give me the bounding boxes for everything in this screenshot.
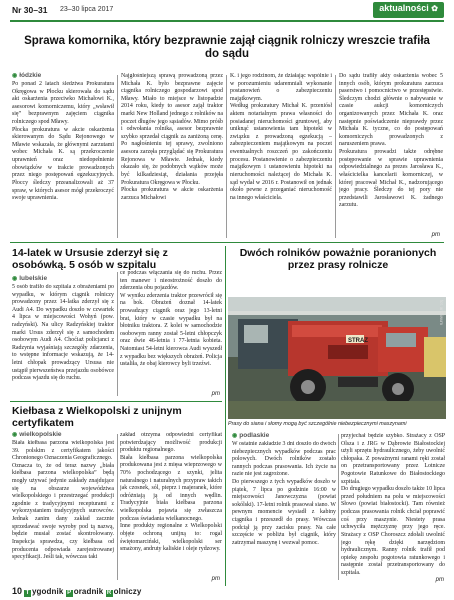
article3-col1: W ostatnie zakładzie 3 dni doszło do dwóch niebezpiecznych wypadków podczas prac polowych. Dwóch rolników zostało rannych podczas prasowania. Ich życie na razie nie jest zagrożone. Do pierwszego z tych wypadków doszło w piątek, 7 lipca po godzinie 16:00 w miejscowości Janowczyzna (powiat sokólski). 17-letni rolnik prasował siano. W pewnym momencie wysiadł z kabiny ciągnika i przeszedł do prasy. Wówczas podciął ją przy zacisku prasy. Na całe szczęście w pobliżu był ciągnik, który zatrzymał maszynę i wezwał pomoc. bbox=[232, 441, 336, 546]
article1-location: ◉ łódzkie bbox=[12, 72, 41, 79]
article2-col1: 5 osób trafiło do szpitala z obrażeniami po wypadku, w którym ciągnik rolniczy prowadzony przez 14-latka zderzył się z Audi A4. Do wypadku doszło w czwartek 4 lipca w miejscowości Wohyń (pow. radzyński). Na ulicy Radzyńskiej traktor marki Ursus zderzył się z samochodem osobowym Audi A4. Choćiaż policjanci z Radzynia wyjaśniają szczegóły zdarzenia, to wstępne informacje wskazują, że 14-letni chłopak prowadzący Ursusa nie ustąpił pierwszeństwa przejazdu osobówce podczas wjazdu się do ruchu. bbox=[12, 284, 114, 382]
section-divider bbox=[10, 242, 444, 243]
col-divider bbox=[117, 75, 118, 238]
photo-caption: Prasy do siana i słomy mogą być szczególnie niebezpiecznymi maszynami bbox=[228, 421, 407, 427]
col-divider bbox=[117, 272, 118, 396]
col-divider bbox=[117, 434, 118, 580]
section-label: aktualności bbox=[379, 3, 429, 13]
article1-col2: Najgłośniejszą sprawą prowadzoną przez Michała K. było bezprawne zajęcie ciągnika rolniczego gospodarzowi spod Mławy. Miało to miejsce w listopadzie 2014 roku, kiedy to asesor zajął traktor marki New Holland jednego z rolników na poczet długów jego sąsiadów. Mimo próśb i odwołania rolnika, asesor bezprawnie szybko sprzedał ciągnik za zaniżoną cenę. Po nagłośnieniu tej sprawy, zwolniono asesora zarzęła przyglądać się Prokuratura Rejonowa w Mławie. Jednak, kiedy okazało się, że podobnych wątków może być kilkadziesiąt, działania przejęła Prokuratura Okręgowa w Płocku. Płocka prokuratura w akcie oskarżenia zarzuca Michałowi bbox=[121, 73, 223, 201]
article4-col2: zakład otrzyma odpowiedni certyfikat potwierdzający możliwość produkcji produktu regionalnego. Biała kiełbasa parzona wielkopolska produkowana jest z mięsa wieprzowego w 70% pochodzącego z szynki, jelita naturalnego i naturalnych przypraw takich jak czosnek, sól, pieprz i majeranek, które odróżniają ją od innych wędlin. Tradycyjnie biała kiełbasa parzona wielkopolska pojawia się zwłaszcza podczas świadania wielkanocnego. Inne produkty regionalne z Wielkopolski objęte ochroną unijną to: rogal świętomarciński, wielkopolski ser smażony, andruty kaliskie i oleje rydzowy. bbox=[120, 432, 222, 553]
svg-text:STRAZ: STRAZ bbox=[348, 338, 368, 344]
article2-location: ◉ lubelskie bbox=[12, 275, 47, 282]
brand-square: T bbox=[25, 590, 30, 596]
brand-square: P bbox=[67, 590, 72, 596]
article4-title: Kiełbasa z Wielkopolski z unijnym certyfikatem bbox=[12, 405, 182, 430]
press-machine-photo bbox=[228, 297, 446, 419]
article4-signature: pm bbox=[211, 576, 220, 582]
tractor-baler-image bbox=[228, 297, 446, 419]
brand-word: olniczy bbox=[113, 587, 142, 596]
article2-col2: ce podczas włączania się do ruchu. Przez ten manewr i nieostrożność doszło do zderzenia obu pojazdów. W wyniku zderzenia traktor przewrócił się na bok. Obrażeń doznał 14-latek prowadzący ciągnik oraz jego 13-letni brat, który w czasie wypadku był na błotniku traktora. Z kolei w samochodzie osobowym ranny został 5-letni chłopczyk oraz dwie 46-letnia i 77-letnia kobieta. Natomiast 54-letni kierowca Audi wyszedł z wypadku bez większych obrażeń. Policja ustaliła, że obaj kierowcy byli trzeźwi. bbox=[120, 270, 222, 368]
article3-title: Dwóch rolników poważnie poranionych przez prasy rolnicze bbox=[239, 247, 437, 272]
brand-word: ygodnik bbox=[32, 587, 64, 596]
article1-col4: Do sądu trafiły akty oskarżenia wobec 5 innych osób, którym prokuratura zarzuca paserstwo i pomocnictwo w przestępstwie. Śledczym chodzi głównie o nabywanie w czasie aukcji komorniczych organizowanych przez Michała K. oraz następnie poświadczenie nieprawdy przez Michała K. tyczne, co do postępowań komorniczych prowadzonych z naruszeniem prawa. Prokuratura prowadzi także odrębne postępowanie w sprawie uprawnienia odpowiedzialnego za prezes Jarosława K., właścicielka kancelarii komorniczej, w której pracował Michał K., nadzorującego jego pracy. Śledczy do tej pory nie przedstawili Jarosławowi K. żadnego zarzutu. bbox=[339, 73, 443, 209]
publication-brand bbox=[24, 587, 141, 597]
col-divider bbox=[335, 75, 336, 238]
article1-col3: K. i jego rodzinom, że działając wspólnie i w porozumieniu udaremniali wykonanie postanowień o zabezpieczeniu majątkowym. Według prokuratury Michał K. przeniósł aktem notarialnym prawa własności do posiadanej nieruchomości gruntowej, aby uniknąć ustanowienia tam hipoteki w związku z prowadzoną egzekucją – zabezpieczeniem majątkowym na poczet ewentualnych roszczeń po zakończeniu procesu. Postanowienie o zabezpieczeniu majątkowym i ustanowieniu hipoteki na nieruchomości należącej do Michała K. sąd wydał w 2016 r. Postanowił on jednak około pewne z przeganiać nieruchomość na innego właściciela. bbox=[230, 73, 332, 201]
article3-location: ◉ podlaskie bbox=[232, 432, 269, 439]
col-divider bbox=[338, 434, 339, 580]
article4-col1: Biała kiełbasa parzona wielkopolska jest 39. polskim z certyfikatem jakości Chronionego Oznaczenia Geograficznego. Oznacza to, że od teraz nazwy „biała kiełbasa parzona wielkopolska” będą mogły używać jedynie zakłady znajdujące się na obszarze województwa wielkopolskiego i przestrzegać produkcji zgodnie z tradycyjnymi recepturami z wykorzystaniem tradycyjnych surowców. Jednak zanim dany zakład zacznie sprzedawać swoje wyroby pod tą nazwą, będzie musiał zostać skontrolowany. Inspekcja sprawdza, czy kiełbasa od producenta odpowiada zarejestrowanej specyfikacji. Jeśli tak, wówczas taki bbox=[12, 440, 114, 561]
article1-signature: pm bbox=[431, 232, 440, 238]
col-divider bbox=[226, 75, 227, 238]
article1-col1: Po ponad 2 latach śledztwa Prokuratura Okręgowa w Płocku skierowała do sądu akt oskarżenia przeciwko Michałowi K., asesorowi komorniczemu, który „wsławił się” bezprawnym zajęciem ciągnika rolniczego spod Mławy. Płocka prokuratura w akcie oskarżenia skierowanym do Sądu Rejonowego w Mławie wskazała, że głównymi zarzutami wobec Michała K. są przekroczenie uprawnień oraz niedopełnienie obowiązków w trakcie prowadzonych przez niego postępowań egzekucyjnych. Płoccy śledczy przeanalizowali aż 37 spraw, w których asesor mógł przekroczyć swoje uprawnienia. bbox=[12, 81, 114, 202]
section-divider-vertical bbox=[225, 246, 226, 586]
issue-date: 23–30 lipca 2017 bbox=[60, 6, 114, 13]
photo-credit: fot. archiwum bbox=[439, 300, 444, 325]
page-number: 10 bbox=[12, 586, 23, 596]
header-rule bbox=[10, 20, 444, 22]
leaf-icon: ✿ bbox=[431, 4, 438, 13]
article4-location: ◉ wielkopolskie bbox=[12, 431, 62, 438]
article3-col2: przyjechał będzie szybko. Strażacy z OSP Olsza i z JRG w Dąbrowie Białostockiej użyli sprzętu hydraulicznego, żeby uwolnić chłopaka. Z poważnymi ranami ręki został on przetransportowany przez Lotnicze Pogotowie Ratunkowe do Białostockiego szpitala. Do drugiego wypadku doszło także 10 lipca przed południem na polu w miejscowości Słowo (powiat białostocki). Tam również podczas prasowania rolnik chciał poprawić coś przy maszynie. Niestety prasa uchwyciła mężczyznę przy jego ręce. Strażacy z OSP Choroszcz zdołali uwolnić jego rękę dzięki narzędziom hydraulicznym. Ranny rolnik trafił pod opiekę zespołu pogotowia ratunkowego i następnie został przetransportowany do szpitala. bbox=[341, 433, 445, 576]
article1-title: Sprawa komornika, który bezprawnie zajął ciągnik rolniczy wreszcie trafiła do sądu bbox=[24, 35, 430, 61]
brand-square: R bbox=[106, 590, 112, 596]
brand-word: oradnik bbox=[73, 587, 104, 596]
article2-signature: pm bbox=[211, 391, 220, 397]
issue-number: Nr 30–31 bbox=[12, 5, 48, 15]
article2-title: 14-latek w Ursusie zderzył się z osobówką. 5 osób w szpitalu bbox=[12, 247, 168, 272]
section-divider bbox=[10, 401, 222, 402]
section-badge bbox=[373, 2, 444, 18]
article3-signature: pm bbox=[435, 577, 444, 583]
